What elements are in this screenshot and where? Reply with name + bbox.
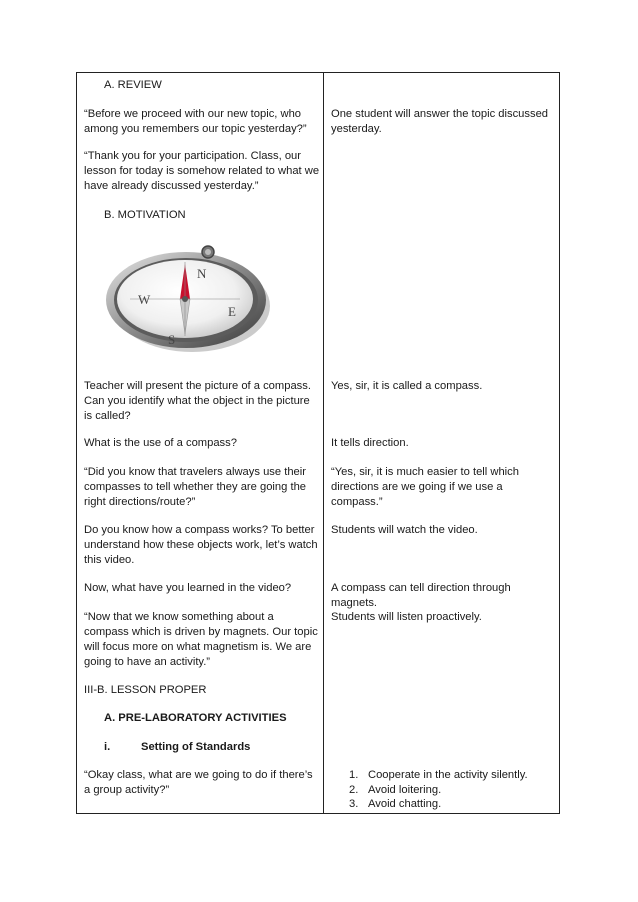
watch-video-text: Students will watch the video. (331, 524, 478, 536)
rule-text: Cooperate in the activity silently. (368, 769, 528, 781)
review-question: “Before we proceed with our new topic, who among you remembers our topic yesterday?” (84, 108, 307, 135)
compass-e: E (228, 304, 236, 319)
one-student-text: One student will answer the topic discussed yesterday. (331, 108, 549, 135)
listen-text: Students will listen proactively. (331, 611, 482, 623)
rule-number: 1. (349, 769, 359, 781)
rule-text: Avoid chatting. (368, 798, 442, 810)
rule-number: 3. (349, 798, 359, 810)
okay-class-question: “Okay class, what are we going to do if there’s a group activity?” (84, 769, 313, 796)
thanks-text: “Thank you for your participation. Class, our lesson for today is somehow related to what we have already discussed yesterday.” (84, 150, 320, 192)
magnets-text: A compass can tell direction through magnets. (331, 582, 511, 609)
present-picture-text: Teacher will present the picture of a compass. Can you identify what the object in the picture is called? (84, 380, 311, 422)
compass-s: S (168, 332, 176, 347)
lesson-proper-heading: III-B. LESSON PROPER (84, 684, 207, 696)
tells-direction-text: It tells direction. (331, 437, 409, 449)
compass-image (100, 244, 272, 356)
setting-heading: Setting of Standards (141, 741, 251, 753)
use-question: What is the use of a compass? (84, 437, 237, 449)
how-works-text: Do you know how a compass works? To better understand how these objects work, let’s watch this video. (84, 524, 318, 566)
rule-number: 2. (349, 784, 359, 796)
rule-text: Avoid loitering. (368, 784, 442, 796)
pre-lab-heading: A. PRE-LABORATORY ACTIVITIES (104, 712, 287, 724)
compass-n: N (197, 266, 207, 281)
compass-w: W (138, 292, 151, 307)
motivation-heading: B. MOTIVATION (104, 209, 186, 221)
review-heading: A. REVIEW (104, 79, 162, 91)
yes-compass-text: Yes, sir, it is called a compass. (331, 380, 483, 392)
learned-question: Now, what have you learned in the video? (84, 582, 292, 594)
travelers-question: “Did you know that travelers always use their compasses to tell whether they are going the right directions/route?” (84, 466, 307, 508)
setting-number: i. (104, 741, 111, 753)
column-divider (323, 72, 324, 814)
now-that-text: “Now that we know something about a compass which is driven by magnets. Our topic will focus more on what magnetism is. We are going to have an activity.” (84, 611, 318, 668)
yes-easier-text: “Yes, sir, it is much easier to tell which directions are we going if we use a compass.” (331, 466, 519, 508)
